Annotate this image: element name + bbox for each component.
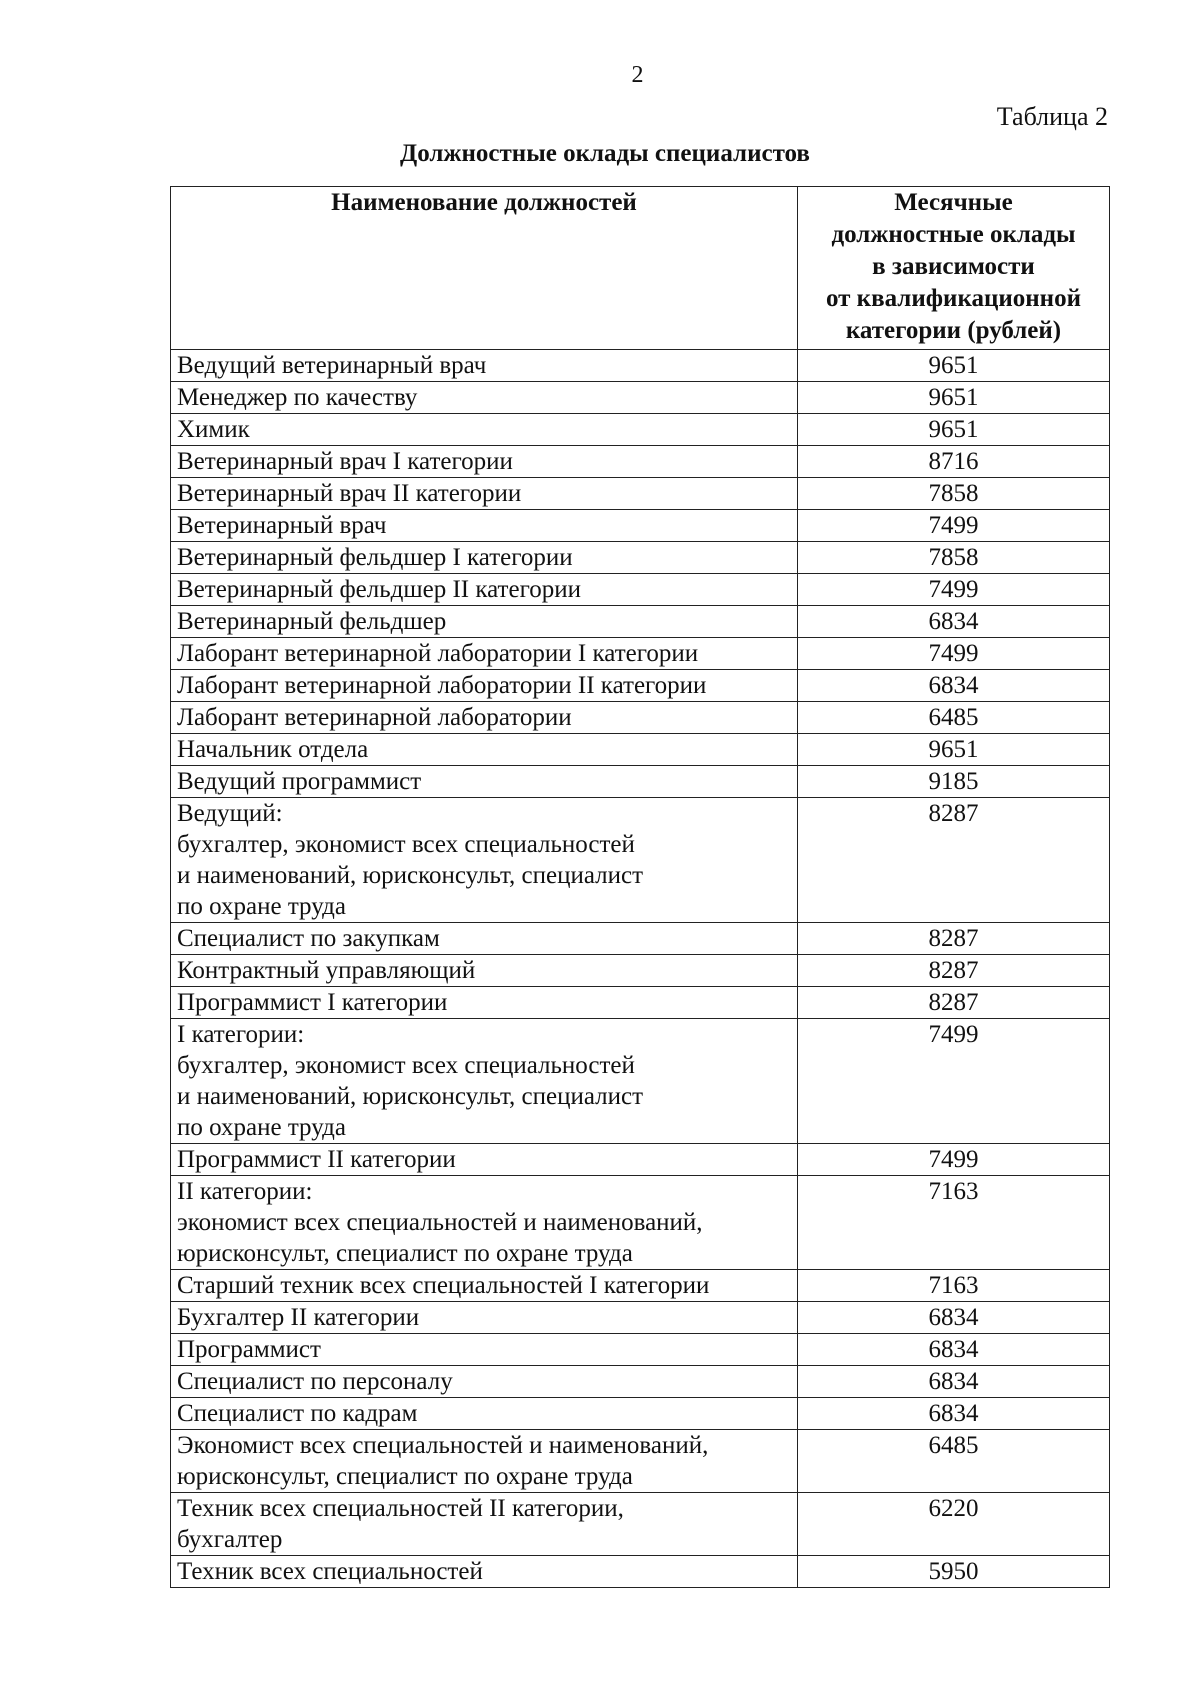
table-row: [171, 987, 1110, 1019]
table-row: [171, 798, 1110, 923]
salary-cell: 6834: [798, 606, 1110, 638]
position-cell: Ветеринарный фельдшер I категории: [171, 542, 798, 574]
table-row: [171, 1019, 1110, 1144]
table-row: [171, 638, 1110, 670]
salary-cell: 8287: [798, 798, 1110, 923]
salary-cell: 5950: [798, 1556, 1110, 1588]
table-row: [171, 414, 1110, 446]
position-cell: Лаборант ветеринарной лаборатории I категории: [171, 638, 798, 670]
salary-cell: 7499: [798, 574, 1110, 606]
salary-cell: 7163: [798, 1270, 1110, 1302]
salary-cell: 9185: [798, 766, 1110, 798]
position-cell: Программист I категории: [171, 987, 798, 1019]
table-row: [171, 1493, 1110, 1556]
position-cell: Специалист по кадрам: [171, 1398, 798, 1430]
salary-cell: 9651: [798, 382, 1110, 414]
position-cell: Менеджер по качеству: [171, 382, 798, 414]
table-row: [171, 1302, 1110, 1334]
table-row: [171, 350, 1110, 382]
table-row: [171, 670, 1110, 702]
position-cell: Ветеринарный врач I категории: [171, 446, 798, 478]
salary-cell: 7858: [798, 478, 1110, 510]
position-cell: Контрактный управляющий: [171, 955, 798, 987]
table-row: [171, 1398, 1110, 1430]
table-row: [171, 606, 1110, 638]
salary-cell: 6834: [798, 670, 1110, 702]
column-header-salary: Месячные должностные оклады в зависимости от квалификационной категории (рублей): [798, 187, 1110, 350]
page-title: Должностные оклады специалистов: [400, 140, 810, 167]
salary-cell: 7499: [798, 638, 1110, 670]
salary-cell: 6220: [798, 1493, 1110, 1556]
position-cell: Ведущий программист: [171, 766, 798, 798]
salary-cell: 7499: [798, 1144, 1110, 1176]
position-cell: Программист: [171, 1334, 798, 1366]
position-cell: Бухгалтер II категории: [171, 1302, 798, 1334]
salary-cell: 8287: [798, 923, 1110, 955]
table-row: [171, 923, 1110, 955]
table-row: [171, 574, 1110, 606]
position-cell: Экономист всех специальностей и наименований, юрисконсульт, специалист по охране труда: [171, 1430, 798, 1493]
salary-cell: 6834: [798, 1334, 1110, 1366]
salary-cell: 6834: [798, 1398, 1110, 1430]
salary-cell: 7499: [798, 1019, 1110, 1144]
table-row: [171, 734, 1110, 766]
position-cell: Ветеринарный врач II категории: [171, 478, 798, 510]
position-cell: Ведущий ветеринарный врач: [171, 350, 798, 382]
salary-cell: 7499: [798, 510, 1110, 542]
position-cell: Ветеринарный врач: [171, 510, 798, 542]
salary-cell: 6485: [798, 702, 1110, 734]
salary-cell: 8287: [798, 955, 1110, 987]
position-cell: Лаборант ветеринарной лаборатории: [171, 702, 798, 734]
column-header-position: Наименование должностей: [171, 187, 798, 350]
salary-cell: 6834: [798, 1302, 1110, 1334]
table-row: [171, 510, 1110, 542]
position-cell: Ведущий: бухгалтер, экономист всех специальностей и наименований, юрисконсульт, специалист по охране труда: [171, 798, 798, 923]
position-cell: II категории: экономист всех специальностей и наименований, юрисконсульт, специалист по охране труда: [171, 1176, 798, 1270]
position-cell: Химик: [171, 414, 798, 446]
table-row: [171, 1144, 1110, 1176]
table-row: [171, 1366, 1110, 1398]
position-cell: Техник всех специальностей II категории, бухгалтер: [171, 1493, 798, 1556]
position-cell: Техник всех специальностей: [171, 1556, 798, 1588]
position-cell: Ветеринарный фельдшер: [171, 606, 798, 638]
table-row: [171, 478, 1110, 510]
table-row: [171, 1334, 1110, 1366]
position-cell: Ветеринарный фельдшер II категории: [171, 574, 798, 606]
salary-cell: 6485: [798, 1430, 1110, 1493]
table-row: [171, 446, 1110, 478]
table-row: [171, 1556, 1110, 1588]
table-row: [171, 1270, 1110, 1302]
table-row: [171, 382, 1110, 414]
salary-cell: 8287: [798, 987, 1110, 1019]
salary-cell: 8716: [798, 446, 1110, 478]
position-cell: Лаборант ветеринарной лаборатории II категории: [171, 670, 798, 702]
position-cell: Старший техник всех специальностей I категории: [171, 1270, 798, 1302]
position-cell: I категории: бухгалтер, экономист всех специальностей и наименований, юрисконсульт, специалист по охране труда: [171, 1019, 798, 1144]
table-row: [171, 702, 1110, 734]
table-row: [171, 955, 1110, 987]
salary-cell: 9651: [798, 414, 1110, 446]
salary-cell: 9651: [798, 734, 1110, 766]
table-row: [171, 1430, 1110, 1493]
salary-table: [170, 186, 1110, 1588]
table-label: Таблица 2: [996, 102, 1108, 131]
salary-cell: 9651: [798, 350, 1110, 382]
salary-cell: 7858: [798, 542, 1110, 574]
position-cell: Начальник отдела: [171, 734, 798, 766]
position-cell: Специалист по персоналу: [171, 1366, 798, 1398]
table-body: [171, 350, 1110, 1588]
position-cell: Специалист по закупкам: [171, 923, 798, 955]
page-number: 2: [631, 62, 644, 88]
position-cell: Программист II категории: [171, 1144, 798, 1176]
table-row: [171, 1176, 1110, 1270]
table-row: [171, 542, 1110, 574]
salary-cell: 6834: [798, 1366, 1110, 1398]
table-row: [171, 766, 1110, 798]
table-header-row: [171, 187, 1110, 350]
salary-cell: 7163: [798, 1176, 1110, 1270]
